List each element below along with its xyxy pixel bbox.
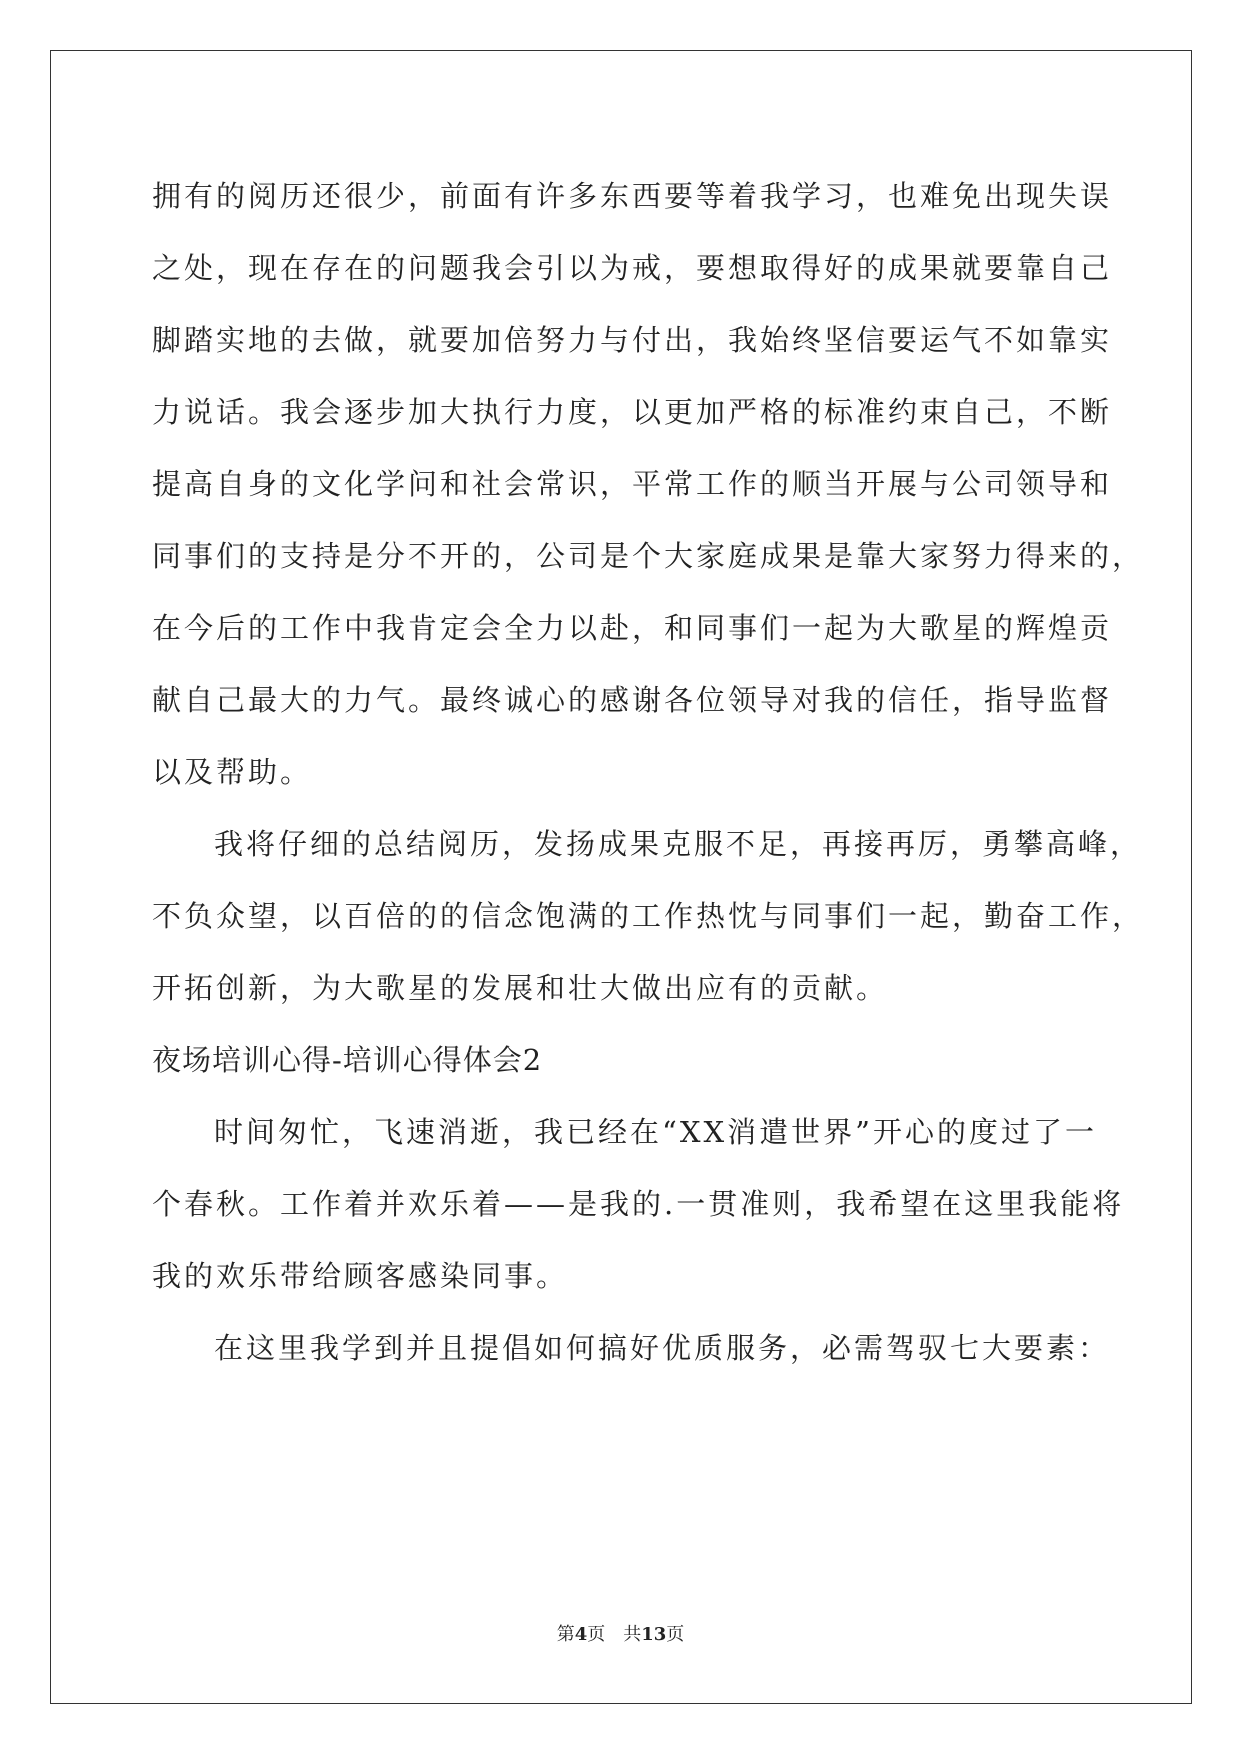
- text-line: 脚踏实地的去做，就要加倍努力与付出，我始终坚信要运气不如靠实: [152, 323, 1113, 357]
- text-line: 在今后的工作中我肯定会全力以赴，和同事们一起为大歌星的辉煌贡: [152, 611, 1113, 645]
- section-heading: 夜场培训心得-培训心得体会2: [152, 1043, 543, 1077]
- footer-total-prefix: 共: [623, 1624, 642, 1645]
- current-page-number: 4: [574, 1624, 588, 1645]
- text-line: 拥有的阅历还很少，前面有许多东西要等着我学习，也难免出现失误: [152, 179, 1113, 213]
- footer-total-suffix: 页: [666, 1624, 685, 1645]
- paragraph-start-line: 在这里我学到并且提倡如何搞好优质服务，必需驾驭七大要素：: [214, 1331, 1111, 1365]
- text-line: 个春秋。工作着并欢乐着——是我的.一贯准则，我希望在这里我能将: [152, 1187, 1125, 1221]
- text-line: 我的欢乐带给顾客感染同事。: [152, 1259, 569, 1293]
- text-line: 力说话。我会逐步加大执行力度，以更加严格的标准约束自己，不断: [152, 395, 1113, 429]
- footer-prefix: 第: [556, 1624, 575, 1645]
- total-page-count: 13: [641, 1624, 667, 1645]
- text-line: 提高自身的文化学问和社会常识，平常工作的顺当开展与公司领导和: [152, 467, 1113, 501]
- paragraph-start-line: 我将仔细的总结阅历，发扬成果克服不足，再接再厉，勇攀高峰，: [214, 827, 1143, 861]
- text-line: 不负众望，以百倍的的信念饱满的工作热忱与同事们一起，勤奋工作，: [152, 899, 1145, 933]
- paragraph-start-line: 时间匆忙，飞速消逝，我已经在“XX消遣世界”开心的度过了一: [214, 1115, 1097, 1149]
- text-line: 以及帮助。: [152, 755, 313, 789]
- text-line: 献自己最大的力气。最终诚心的感谢各位领导对我的信任，指导监督: [152, 683, 1113, 717]
- page-footer: [0, 1620, 1241, 1646]
- text-line: 之处，现在存在的问题我会引以为戒，要想取得好的成果就要靠自己: [152, 251, 1113, 285]
- document-body: [152, 160, 1145, 1384]
- text-line: 同事们的支持是分不开的，公司是个大家庭成果是靠大家努力得来的，: [152, 539, 1145, 573]
- text-line: 开拓创新，为大歌星的发展和壮大做出应有的贡献。: [152, 971, 889, 1005]
- footer-page-suffix: 页: [587, 1624, 606, 1645]
